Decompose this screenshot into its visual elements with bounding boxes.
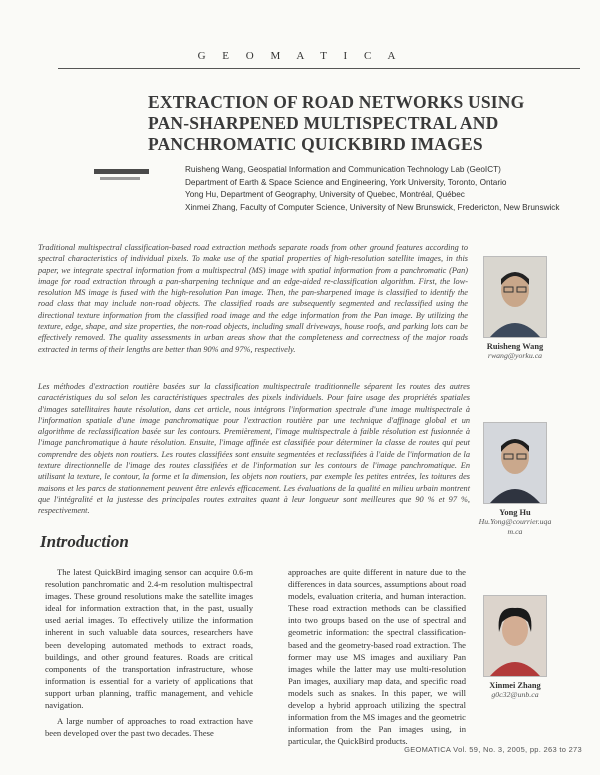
- page-footer: GEOMATICA Vol. 59, No. 3, 2005, pp. 263 to 273: [404, 745, 582, 754]
- author-email: Hu.Yong@courrier.uqam.ca: [478, 517, 552, 536]
- paragraph: A large number of approaches to road extraction have been developed over the past two decades. These: [45, 716, 253, 739]
- author-block: [475, 422, 555, 537]
- affiliation-line: Yong Hu, Department of Geography, University of Quebec, Montréal, Québec: [185, 190, 465, 199]
- title-line-2: PAN-SHARPENED MULTISPECTRAL AND: [148, 113, 499, 133]
- header-rule: [58, 68, 580, 69]
- affiliations: [185, 164, 585, 214]
- decorative-bars: [94, 169, 149, 187]
- affiliation-line: Ruisheng Wang, Geospatial Information and Communication Technology Lab (GeoICT): [185, 165, 501, 174]
- author-email: g0c32@unb.ca: [491, 690, 539, 699]
- author-name: Xinmei Zhang: [489, 681, 541, 690]
- author-photo: [483, 256, 547, 338]
- author-name: Ruisheng Wang: [486, 342, 544, 351]
- paragraph: The latest QuickBird imaging sensor can acquire 0.6-m resolution panchromatic and 2.4-m resolution multispectral images. These ground resolutions make the satellite images ideal for information extraction that, in the past, usually used aerial images. To effectively utilize the information inherent in such valuable data sources, researchers have been developing automated methods to extract roads, buildings, and other ground features. Roads are critical components of the transportation infrastructure, whose information is essential for a variety of applications that support urban planning, traffic management, and vehicle navigation.: [45, 567, 253, 711]
- abstract-french: Les méthodes d'extraction routière basées sur la classification multispectrale traditionnelle séparent les routes des autres caractéristiques du sol selon les caractéristiques spectrales des pixels individuels. Pour faire usage des propriétés spatiales d'images satellitaires haute résolution, dans cet article, nous intégrons l'information spectrale d'une image multispectrale à l'information spatiale d'une image panchromatique pour l'extraction routière par une technique d'affinage global et un algorithme de reclassification basée sur les contours. Premièrement, l'image multispectrale à faible résolution est fusionnée à l'image panchromatique à haute résolution. Ensuite, l'image affinée est classifiée pour déterminer la classe de routes qui peut comprendre des objets non routiers. Les routes classifiées sont ensuite segmentées et reclassifiées à l'aide de l'information de la texture directionnelle de l'image des routes classifiées et de l'information sur les contours de l'image panchromatique. En utilisant la texture, le contour, la forme et la dimension, les objets non routiers, par exemple les petites entrées, les toitures des maisons et les parcs de stationnement peuvent être enlevés efficacement. Les évaluations de la qualité en milieu urbain montrent que l'intégralité et la justesse des principales routes extraites quant à leur longueur sont meilleures que 90 % et 97 %, respectivement.: [38, 382, 470, 516]
- author-name: Yong Hu: [499, 508, 531, 517]
- affiliation-line: Xinmei Zhang, Faculty of Computer Science, University of New Brunswick, Fredericton, New Brunswick: [185, 202, 560, 212]
- intro-column-right: [288, 566, 466, 751]
- author-photo: [483, 595, 547, 677]
- title-line-3: PANCHROMATIC QUICKBIRD IMAGES: [148, 134, 483, 154]
- intro-column-left: [45, 566, 253, 743]
- title-line-1: EXTRACTION OF ROAD NETWORKS USING: [148, 92, 525, 112]
- section-heading: Introduction: [40, 532, 129, 551]
- affiliation-line: Department of Earth & Space Science and Engineering, York University, Toronto, Ontario: [185, 177, 507, 187]
- author-block: [475, 256, 555, 361]
- abstract-english: Traditional multispectral classification-based road extraction methods separate roads from other ground features according to spectral characteristics of individual pixels. To make use of the spatial properties of high-resolution satellite images, in this paper, we integrate spectral information from a multispectral (MS) image with spatial information from a panchromatic (Pan) image for road extraction through a pan-sharpening technique and an edge-aided re-classification algorithm. First, the low-resolution MS image is fused with the high-resolution Pan image. Then, the pan-sharpened image is classified to identify the road class that may include non-road objects. The classified roads are subsequently segmented and reclassified using the directional texture information from the classified road image and the edge information from the Pan image. By utilizing the texture, edge, shape, and size properties, the non-road objects, including small driveways, house roofs, and parking lots can be effectively removed. The quality assessments in urban areas show that the completeness and correctness of the major roads extracted in terms of their lengths are better than 90% and 97%, respectively.: [38, 243, 468, 354]
- author-block: [475, 595, 555, 700]
- article-title: [148, 92, 578, 155]
- author-email: rwang@yorku.ca: [487, 351, 543, 360]
- paragraph: approaches are quite different in nature due to the differences in data sources, assumptions about road models, evaluation criteria, and human interaction. These road extraction methods can be classified into two groups based on the use of spectral and geometric information: the spectral classification-based and the geometry-based road extraction. The former may use MS images and auxiliary Pan images while the latter may use multi-resolution Pan images, auxiliary map data, and specific road models such as snakes. In this paper, we will develop a hybrid approach utilizing the spectral information from the MS images and the geometric information from the Pan images using, in particular, the QuickBird products.: [288, 567, 466, 747]
- author-photo: [483, 422, 547, 504]
- journal-header: G E O M A T I C A: [197, 50, 403, 62]
